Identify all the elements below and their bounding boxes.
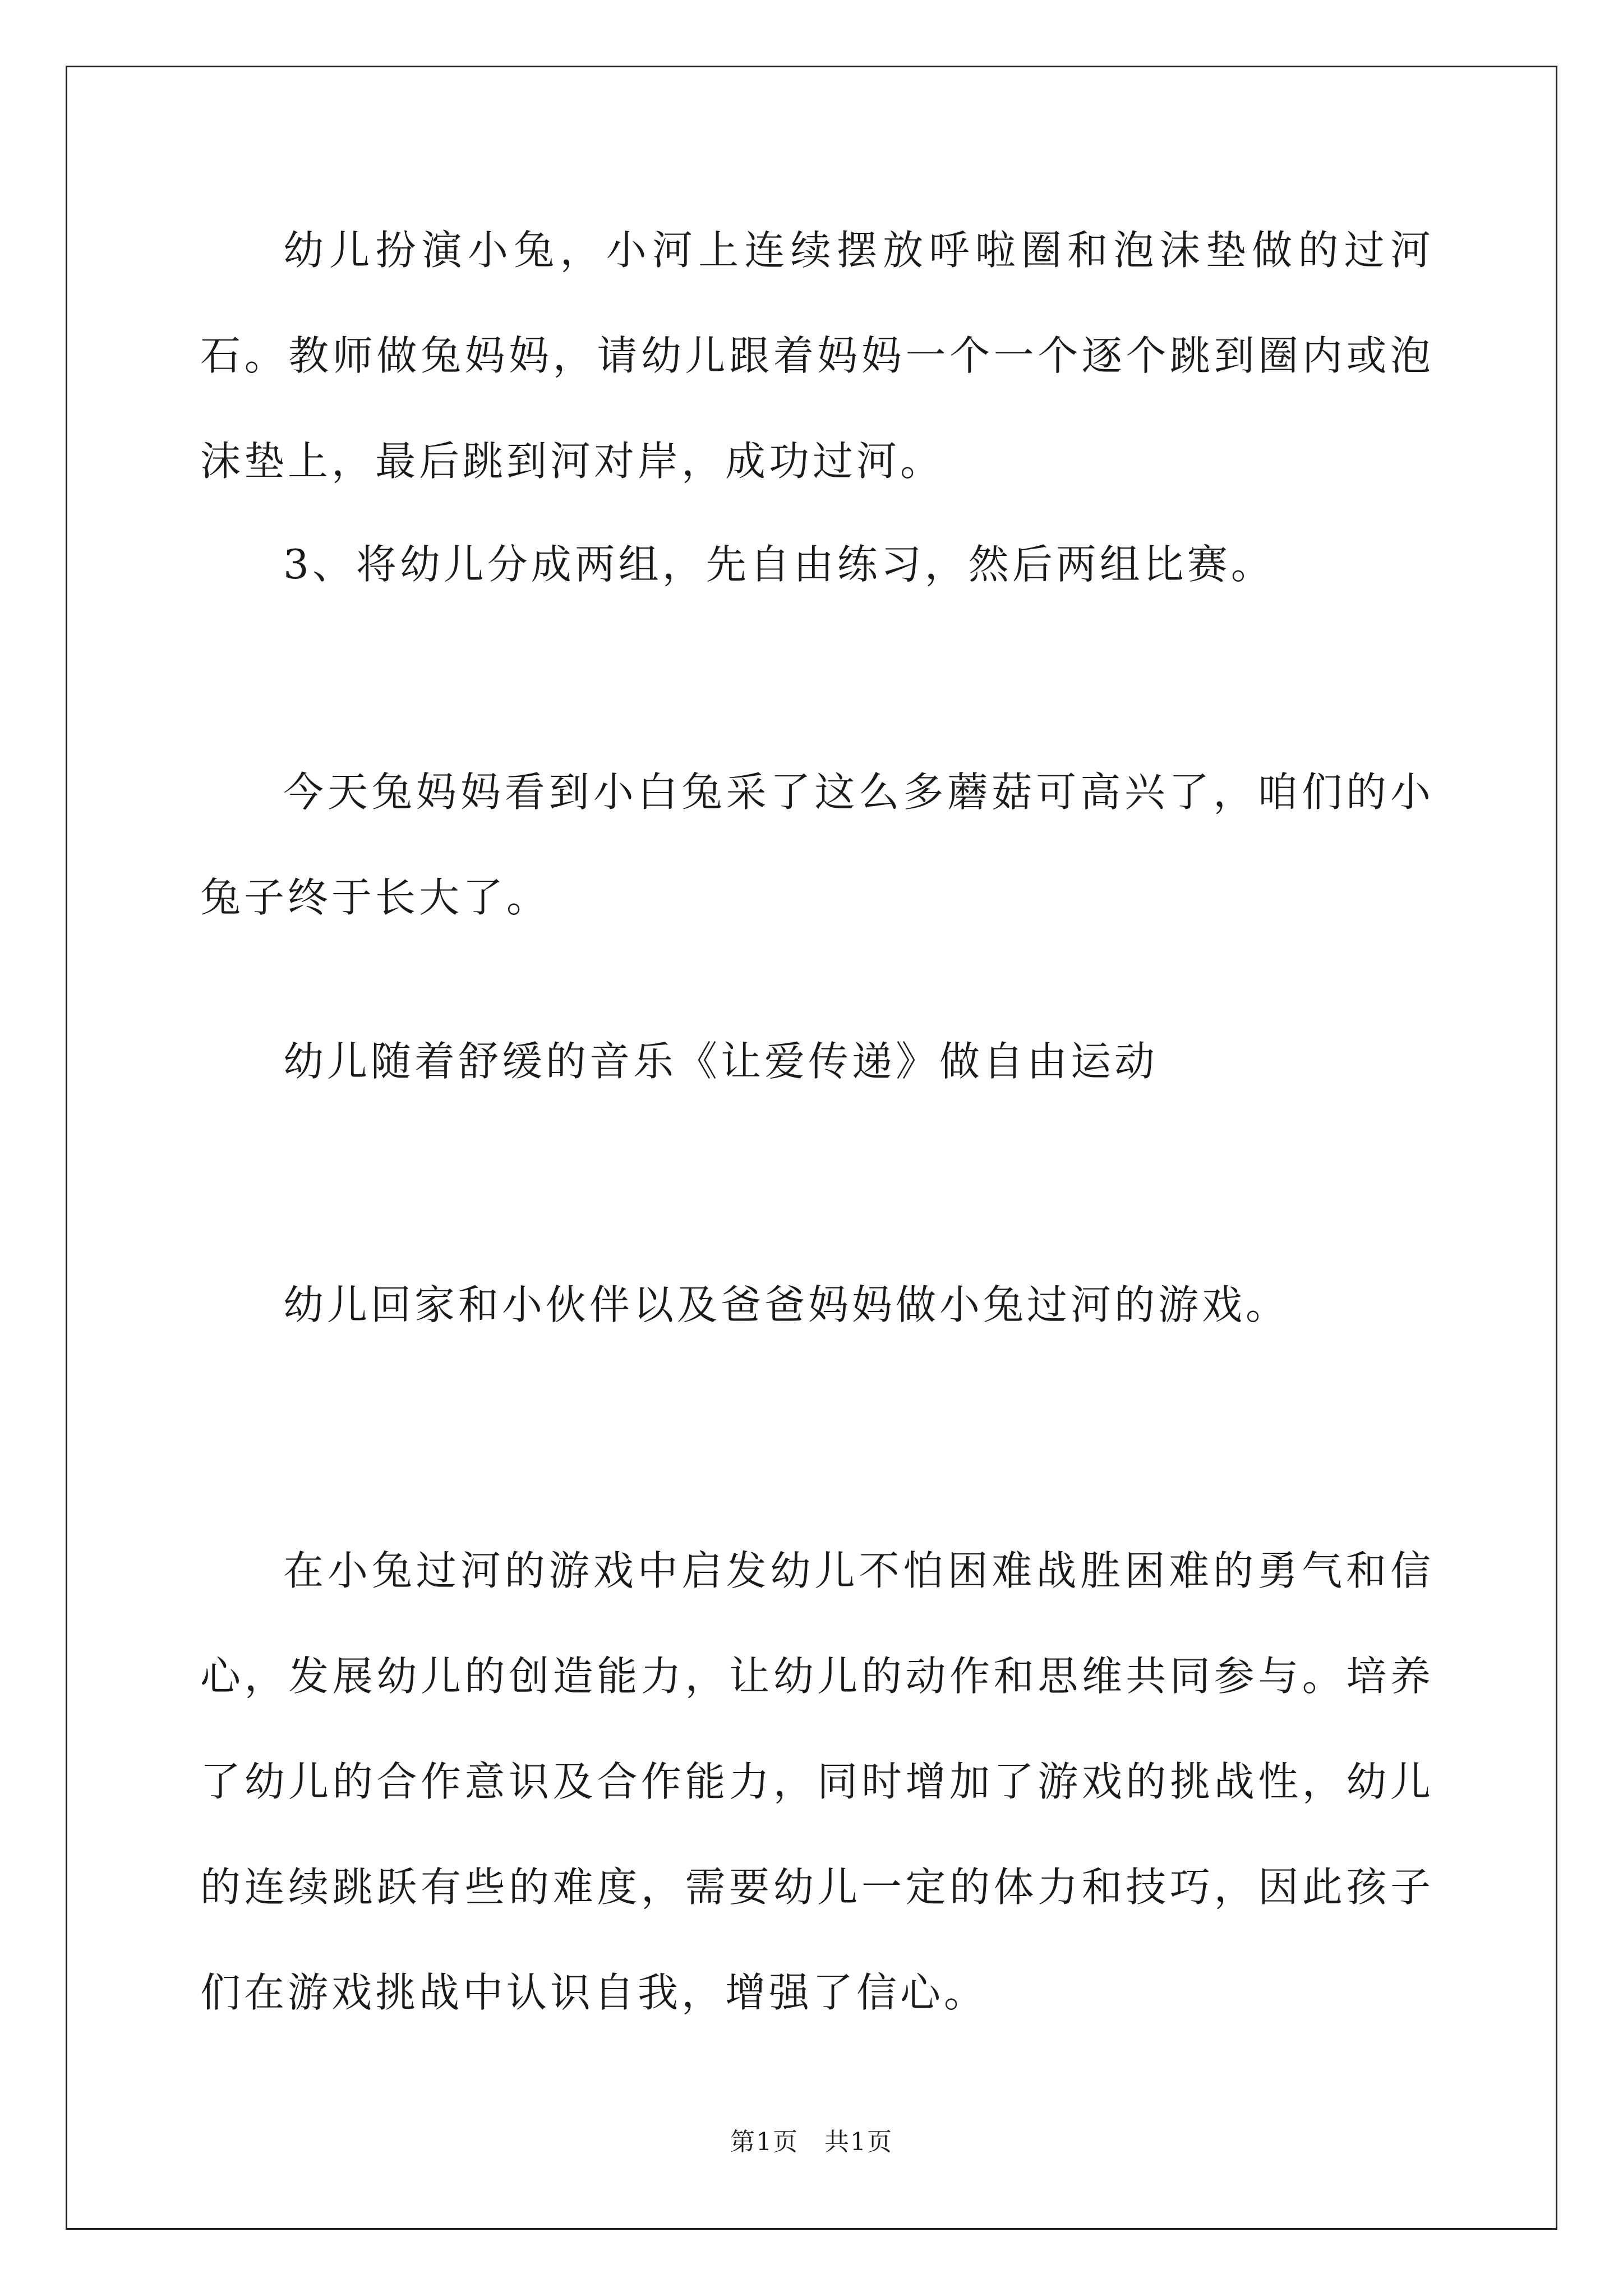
page-number-footer: 第1页 共1页 bbox=[730, 2128, 893, 2156]
paragraph-3: 今天兔妈妈看到小白兔采了这么多蘑菇可高兴了，咱们的小兔子终于长大了。 bbox=[200, 769, 1434, 921]
paragraph-6: 在小兔过河的游戏中启发幼儿不怕困难战胜困难的勇气和信心，发展幼儿的创造能力，让幼儿的动作和思维共同参与。培养了幼儿的合作意识及合作能力，同时增加了游戏的挑战性，幼儿的连续跳跃有些的难度，需要幼儿一定的体力和技巧，因此孩子们在游戏挑战中认识自我，增强了信心。 bbox=[200, 1547, 1434, 2016]
paragraph-4: 幼儿随着舒缓的音乐《让爱传递》做自由运动 bbox=[283, 1038, 1159, 1085]
paragraph-1: 幼儿扮演小兔，小河上连续摆放呼啦圈和泡沫垫做的过河石。教师做兔妈妈，请幼儿跟着妈妈一个一个逐个跳到圈内或泡沫垫上，最后跳到河对岸，成功过河。 bbox=[200, 227, 1434, 485]
paragraph-2: 3、将幼儿分成两组，先自由练习，然后两组比赛。 bbox=[283, 541, 1275, 588]
paragraph-5: 幼儿回家和小伙伴以及爸爸妈妈做小兔过河的游戏。 bbox=[283, 1281, 1290, 1328]
